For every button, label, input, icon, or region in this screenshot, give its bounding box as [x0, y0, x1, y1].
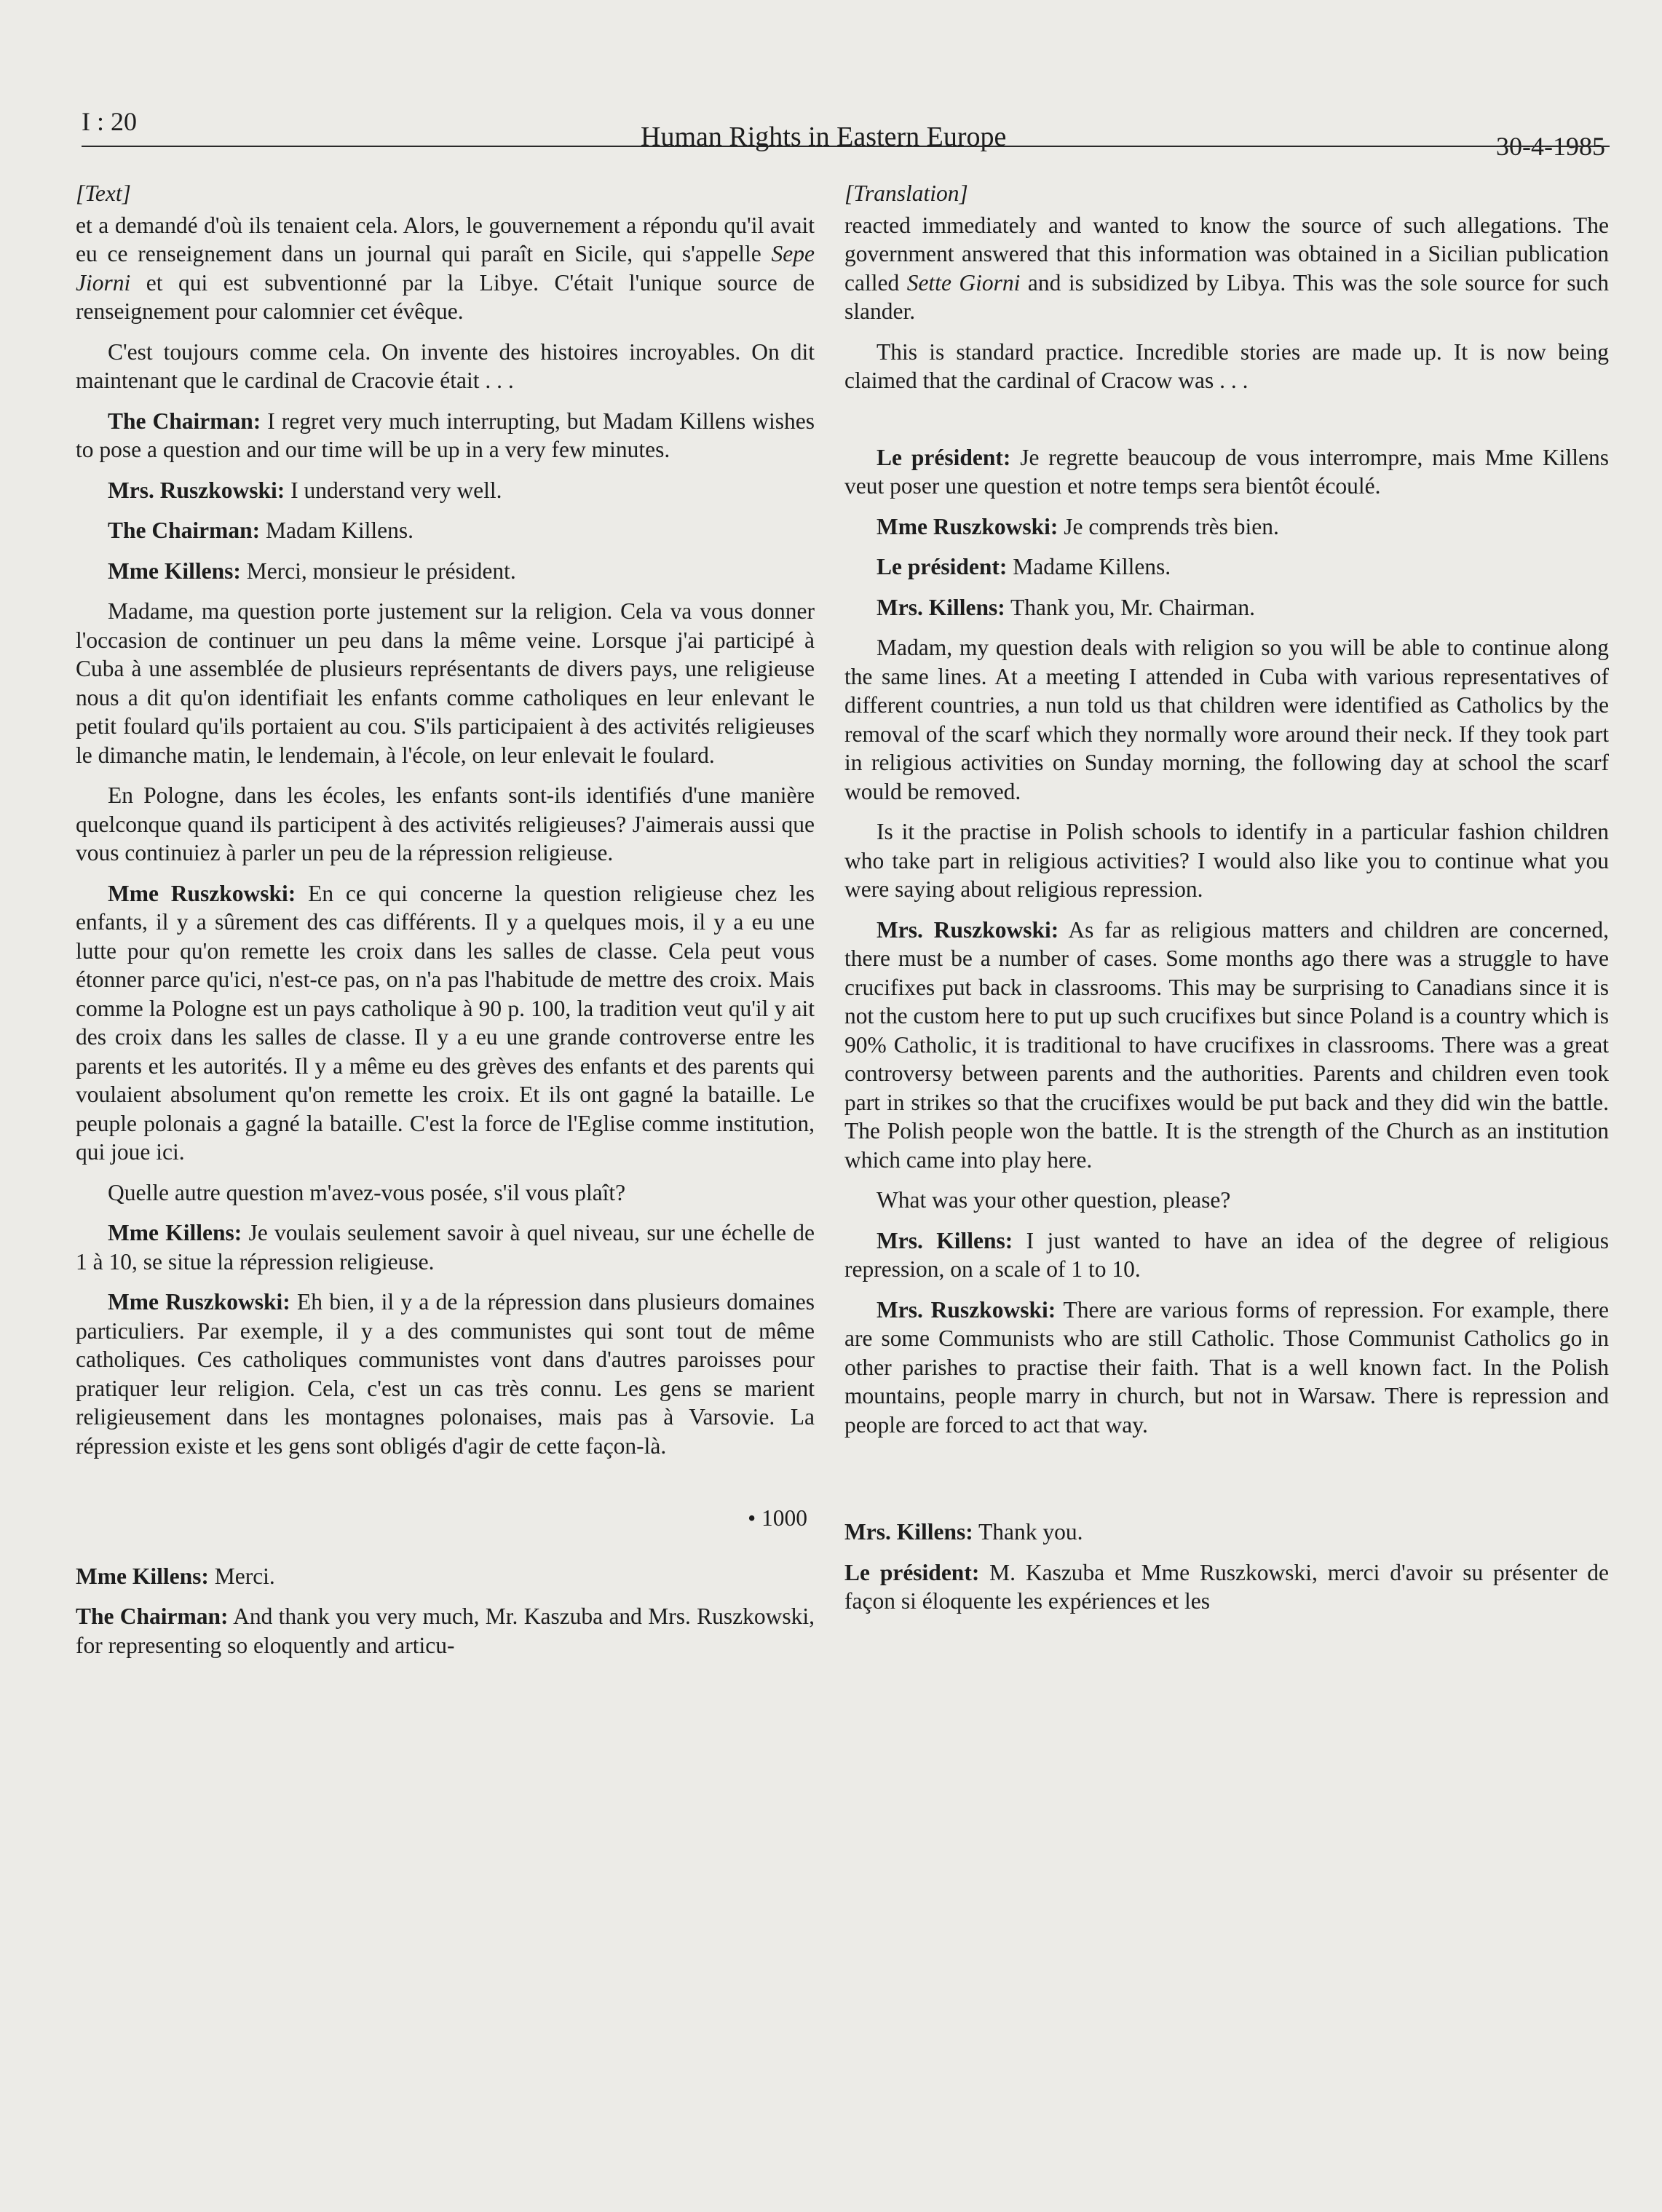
header-date: 30-4-1985	[1496, 132, 1605, 161]
speech: Mme Ruszkowski: Eh bien, il y a de la répression dans plusieurs domaines particuliers. Par exemple, il y a des communistes qui sont tout de même catholiques. Ces catholiques communistes vont dans d'autres paroisses pour pratiquer leur religion. Cela, c'est un cas très connu. Les gens se marient religieusement dans les montagnes polonaises, mais pas à Varsovie. La répression existe et les gens sont obligés d'agir de cette façon-là.	[76, 1289, 815, 1459]
speaker-name: Mme Ruszkowski:	[876, 513, 1058, 539]
speech: Le président: Je regrette beaucoup de vous interrompre, mais Mme Killens veut poser une question et notre temps sera bientôt écoulé.	[844, 444, 1609, 499]
spacer	[844, 407, 1609, 443]
speech: Mme Ruszkowski: En ce qui concerne la question religieuse chez les enfants, il y a sûrement des cas différents. Il y a quelques mois, il y a eu une lutte pour qu'on remette les croix dans les salles de classe. Cela peut vous étonner parce qu'ici, n'est-ce pas, on n'a pas l'habitude de mettre des croix. Mais comme la Pologne est un pays catholique à 90 p. 100, la tradition veut qu'il y ait des croix dans les salles de classe. Il y a eu une grande controverse entre les parents et les autorités. Il y a même eu des grèves des enfants et des parents qui voulaient absolument qu'on remette les croix. Et ils ont gagné la bataille. Le peuple polonais a gagné la bataille. C'est la force de l'Eglise comme institution, qui joue ici.	[76, 880, 815, 1165]
speaker-name: The Chairman:	[108, 408, 261, 434]
speech: Mrs. Killens: I just wanted to have an idea of the degree of religious repression, on a scale of 1 to 10.	[844, 1227, 1609, 1282]
speaker-name: Mme Ruszkowski:	[108, 1289, 290, 1315]
paragraph: What was your other question, please?	[876, 1187, 1231, 1213]
paragraph: Quelle autre question m'avez-vous posée, s'il vous plaît?	[108, 1179, 626, 1205]
publication-title: Sette Giorni	[906, 269, 1021, 296]
paragraph: Madam, my question deals with religion so you will be able to continue along the same lines. At a meeting I attended in Cuba with various representatives of different countries, a nun told us that children were identified as Catholics by the removal of the scarf which they normally wore around their neck. If they took part in religious activities on Sunday morning, the following day at school the scarf would be removed.	[844, 635, 1609, 804]
speaker-name: Mme Killens:	[108, 1220, 242, 1245]
spacer	[844, 1451, 1609, 1518]
speaker-name: Mrs. Killens:	[844, 1519, 973, 1545]
publication-title: Sepe Jiorni	[76, 241, 815, 296]
speaker-name: Le président:	[844, 1559, 980, 1585]
column-label: [Text]	[76, 181, 131, 206]
speech: Le président: M. Kaszuba et Mme Ruszkowski, merci d'avoir su présenter de façon si éloquente les expériences et les	[844, 1559, 1610, 1614]
speech: Mme Killens: Merci, monsieur le président.	[108, 558, 516, 584]
french-column	[76, 175, 815, 1671]
header-rule	[82, 146, 1610, 147]
speaker-name: Le président:	[876, 444, 1011, 470]
speech: The Chairman: I regret very much interrupting, but Madam Killens wishes to pose a question and our time will be up in a very few minutes.	[76, 408, 815, 462]
speech: Mrs. Ruszkowski: There are various forms of repression. For example, there are some Communists who are still Catholic. Those Communist Catholics go in other parishes to practise their faith. That is a well known fact. In the Polish mountains, people marry in church, but not in Warsaw. There is repression and people are forced to act that way.	[844, 1296, 1609, 1438]
speech: Mme Killens: Je voulais seulement savoir à quel niveau, sur une échelle de 1 à 10, se situe la répression religieuse.	[76, 1220, 815, 1275]
speech: The Chairman: Madam Killens.	[108, 518, 413, 543]
paragraph: Is it the practise in Polish schools to identify in a particular fashion children who take part in religious activities? I would also like you to continue what you were saying about religious repression.	[844, 819, 1609, 902]
speaker-name: Mrs. Killens:	[876, 594, 1005, 620]
speaker-name: Mrs. Ruszkowski:	[108, 477, 285, 503]
speech: Mme Ruszkowski: Je comprends très bien.	[876, 513, 1279, 539]
speech: Mrs. Killens: Thank you.	[844, 1519, 1083, 1545]
speech: Mme Killens: Merci.	[76, 1563, 275, 1589]
speaker-name: Mrs. Killens:	[876, 1227, 1013, 1253]
paragraph: reacted immediately and wanted to know the source of such allegations. The government answered that this information was obtained in a Sicilian publication called Sette Giorni and is subsidized by Libya. This was the sole source for such slander.	[844, 212, 1610, 324]
english-column	[844, 175, 1609, 1628]
paragraph: En Pologne, dans les écoles, les enfants sont-ils identifiés d'une manière quelconque quand ils participent à des activités religieuses? J'aimerais aussi que vous continuiez à parler un peu de la répression religieuse.	[76, 782, 815, 865]
paragraph: C'est toujours comme cela. On invente des histoires incroyables. On dit maintenant que le cardinal de Cracovie était . . .	[76, 338, 815, 393]
column-label: [Translation]	[844, 181, 968, 206]
speaker-name: The Chairman:	[76, 1603, 229, 1629]
speaker-name: Mme Killens:	[108, 558, 241, 584]
speech: Le président: Madame Killens.	[876, 554, 1171, 579]
paragraph: This is standard practice. Incredible stories are made up. It is now being claimed that the cardinal of Cracow was . . .	[844, 338, 1609, 393]
speaker-name: Mme Ruszkowski:	[108, 880, 296, 906]
speaker-name: Mrs. Ruszkowski:	[876, 1296, 1056, 1323]
speech: Mrs. Ruszkowski: As far as religious matters and children are concerned, there must be a number of cases. Some months ago there was a struggle to have crucifixes put back in classrooms. This may be surprising to Canadians since it is not the custom here to put up such crucifixes but since Poland is a country which is 90% Catholic, it is traditional to have crucifixes in classrooms. There was a great controversy between parents and the authorities. Parents and children even took part in strikes so that the crucifixes would be put back and they did win the battle. The Polish people won the battle. It is the strength of the Church as an institution which came into play here.	[844, 916, 1609, 1173]
speech: Mrs. Killens: Thank you, Mr. Chairman.	[876, 594, 1255, 620]
speech: The Chairman: And thank you very much, Mr. Kaszuba and Mrs. Ruszkowski, for representing so eloquently and articu-	[76, 1603, 815, 1658]
speaker-name: Mme Killens:	[76, 1563, 209, 1589]
speaker-name: The Chairman:	[108, 518, 261, 543]
speech: Mrs. Ruszkowski: I understand very well.	[108, 477, 502, 503]
speaker-name: Le président:	[876, 554, 1008, 579]
paragraph: et a demandé d'où ils tenaient cela. Alors, le gouvernement a répondu qu'il avait eu ce renseignement dans un journal qui paraît en Sicile, qui s'appelle Sepe Jiorni et qui est subventionné par la Libye. C'était l'unique source de renseignement pour calomnier cet évêque.	[76, 212, 815, 324]
paragraph: Madame, ma question porte justement sur la religion. Cela va vous donner l'occasion de continuer un peu dans la même veine. Lorsque j'ai participé à Cuba à une assemblée de plusieurs représentants de divers pays, une religieuse nous a dit qu'on identifiait les enfants comme catholiques en leur enlevant le petit foulard qu'ils portaient au cou. S'ils participaient à des activités religieuses le dimanche matin, le lendemain, à l'école, on leur enlevait le foulard.	[76, 598, 815, 768]
running-title: Human Rights in Eastern Europe	[641, 122, 1007, 152]
page-reference: I : 20	[82, 107, 137, 136]
speaker-name: Mrs. Ruszkowski:	[876, 916, 1059, 943]
time-marker: • 1000	[748, 1505, 807, 1531]
